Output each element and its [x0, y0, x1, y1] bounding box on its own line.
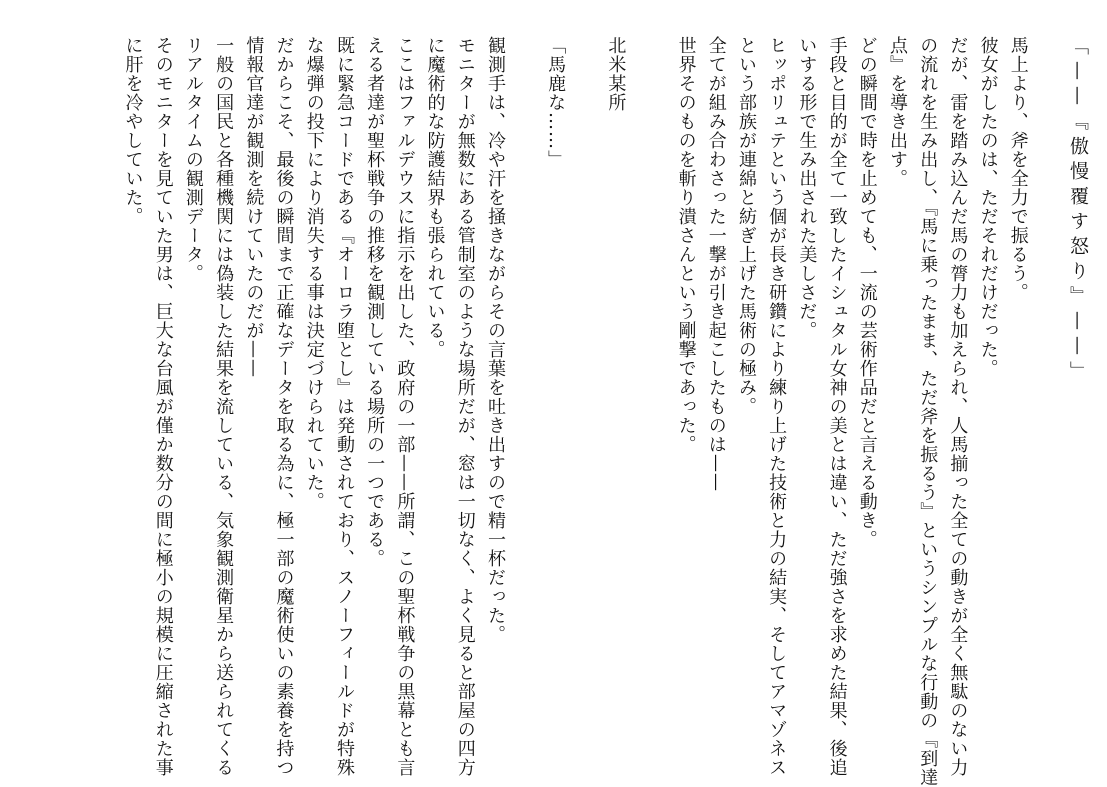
paragraph-line: いする形で生み出された美しさだ。: [796, 36, 818, 340]
paragraph-line: な爆弾の投下により消失する事は決定づけられていた。: [303, 36, 325, 511]
paragraph-line: という部族が連綿と紡ぎ上げた馬術の極み。: [735, 36, 757, 416]
paragraph-line: どの瞬間で時を止めても、一流の芸術作品だと言える動き。: [856, 36, 878, 549]
paragraph-line: 既に緊急コードである『オーロラ堕とし』は発動されており、スノーフィールドが特殊: [333, 36, 355, 777]
paragraph-line: だからこそ、最後の瞬間まで正確なデータを取る為に、極一部の魔術使いの素養を持つ: [273, 36, 295, 777]
paragraph-line: に肝を冷やしていた。: [122, 36, 144, 226]
chapter-heading: [1063, 36, 1093, 758]
paragraph-line: 世界そのものを斬り潰さんという剛撃であった。: [675, 36, 697, 454]
paragraph-line: 全てが組み合わさった一撃が引き起こしたものは——: [705, 36, 727, 492]
paragraph-line: に魔術的な防護結界も張られている。: [424, 36, 446, 359]
paragraph-line: リアルタイムの観測データ。: [182, 36, 204, 283]
attack-name: 『傲慢覆す怒り』: [1067, 111, 1089, 311]
paragraph-line: える者達が聖杯戦争の推移を観測している場所の一つである。: [364, 36, 386, 568]
spacer: [1033, 36, 1063, 37]
paragraph-line: ここはファルデウスに指示を出した、政府の一部——所謂、この聖杯戦争の黒幕とも言: [394, 36, 416, 777]
paragraph-line: そのモニターを見ていた男は、巨大な台風が僅か数分の間に極小の規模に圧縮された事: [152, 36, 174, 777]
spacer: [570, 36, 600, 37]
paragraph-line: 情報官達が観測を続けていたのだが——: [243, 36, 265, 378]
paragraph-line: の流れを生み出し、『馬に乗ったまま、ただ斧を振るう』というシンプルな行動の『到達: [917, 36, 939, 787]
paragraph-line: 馬上より、斧を全力で振るう。: [1007, 36, 1029, 302]
paragraph-line: ヒッポリュテという個が長き研鑽により練り上げた技術と力の結実、そしてアマゾネス: [766, 36, 788, 777]
spacer: [510, 36, 540, 37]
dialogue-line: 「馬鹿な……」: [545, 36, 567, 169]
paragraph-line: モニターが無数にある管制室のような場所だが、窓は一切なく、よく見ると部屋の四方: [454, 36, 476, 777]
paragraph-line: 点』を導き出す。: [886, 36, 908, 188]
paragraph-line: 彼女がしたのは、ただそれだけだった。: [977, 36, 999, 378]
section-break: [630, 36, 670, 37]
heading-open: 「——: [1067, 36, 1089, 111]
paragraph-line: だが、雷を踏み込んだ馬の膂力も加えられ、人馬揃った全ての動きが全く無駄のない力: [947, 36, 969, 777]
paragraph-line: 一般の国民と各種機関には偽装した結果を流している、気象観測衛星から送られてくる: [213, 36, 235, 777]
paragraph-line: 観測手は、冷や汗を掻きながらその言葉を吐き出すので精一杯だった。: [484, 36, 506, 644]
paragraph-line: 手段と目的が全て一致したイシュタル女神の美とは違い、ただ強さを求めた結果、後追: [826, 36, 848, 777]
location-heading: 北米某所: [605, 36, 627, 112]
heading-close: ——」: [1067, 311, 1089, 386]
vertical-text-body: [117, 36, 1093, 787]
